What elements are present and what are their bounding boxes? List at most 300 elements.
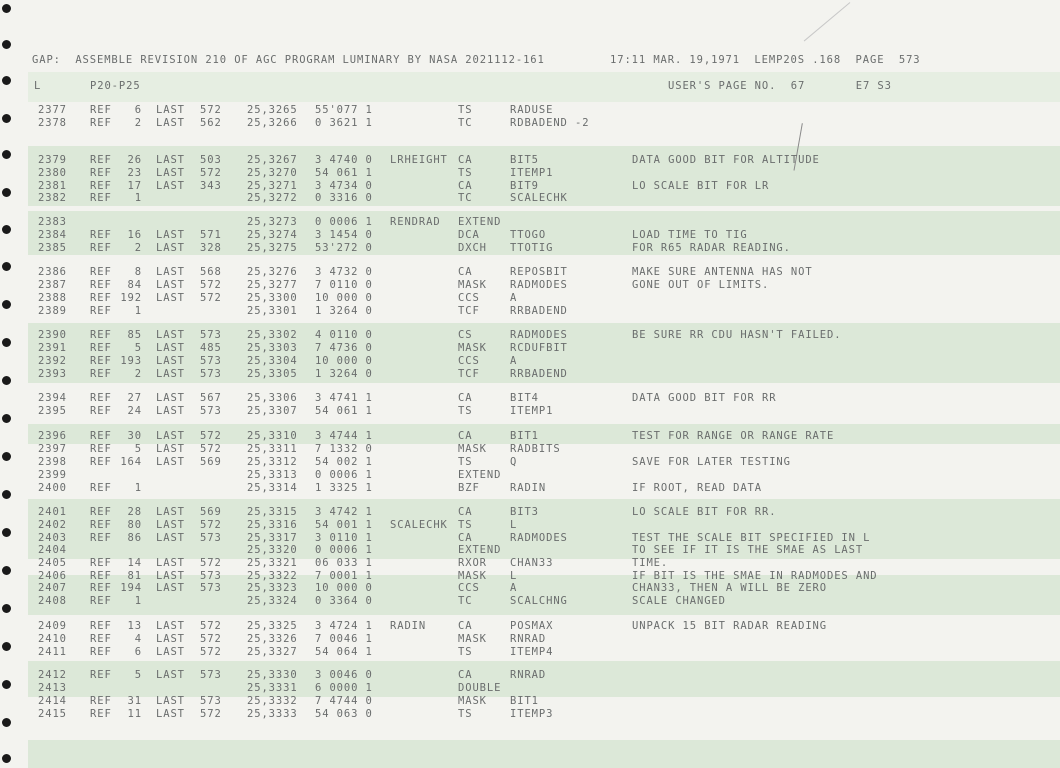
last-keyword: LAST [156, 355, 185, 367]
last-keyword: LAST [156, 532, 185, 544]
last-page: 572 [200, 292, 222, 304]
octal-code: 54 064 1 [315, 646, 373, 658]
address: 25,3324 [247, 595, 298, 607]
opcode: MASK [458, 633, 487, 645]
feed-hole [2, 40, 11, 49]
operand: RADIN [510, 482, 547, 494]
line-number: 2399 [38, 469, 67, 481]
feed-hole [2, 414, 11, 423]
ref-keyword: REF [90, 192, 112, 204]
octal-code: 3 0046 0 [315, 669, 373, 681]
ref-keyword: REF [90, 342, 112, 354]
line-number: 2377 [38, 104, 67, 116]
line-number: 2411 [38, 646, 67, 658]
line-number: 2391 [38, 342, 67, 354]
line-number: 2382 [38, 192, 67, 204]
octal-code: 0 3316 0 [315, 192, 373, 204]
octal-code: 0 3621 1 [315, 117, 373, 129]
last-keyword: LAST [156, 392, 185, 404]
ref-keyword: REF [90, 557, 112, 569]
opcode: TS [458, 646, 473, 658]
comment: LO SCALE BIT FOR RR. [632, 506, 777, 518]
opcode: DXCH [458, 242, 487, 254]
line-number: 2394 [38, 392, 67, 404]
ref-keyword: REF [90, 305, 112, 317]
ref-keyword: REF [90, 368, 112, 380]
octal-code: 54 063 0 [315, 708, 373, 720]
last-keyword: LAST [156, 342, 185, 354]
operand: BIT5 [510, 154, 539, 166]
opcode: TC [458, 595, 473, 607]
ref-count: 5 [134, 342, 142, 354]
comment: TEST THE SCALE BIT SPECIFIED IN L [632, 532, 871, 544]
last-page: 572 [200, 443, 222, 455]
opcode: TS [458, 456, 473, 468]
ref-keyword: REF [90, 532, 112, 544]
feed-hole [2, 754, 11, 763]
opcode: TCF [458, 368, 480, 380]
comment: IF BIT IS THE SMAE IN RADMODES AND [632, 570, 878, 582]
octal-code: 54 061 1 [315, 405, 373, 417]
ref-count: 1 [134, 192, 142, 204]
line-number: 2388 [38, 292, 67, 304]
program-range: P20-P25 [90, 80, 141, 92]
ref-count: 30 [127, 430, 142, 442]
octal-code: 54 002 1 [315, 456, 373, 468]
address: 25,3320 [247, 544, 298, 556]
ref-count: 5 [134, 443, 142, 455]
last-page: 572 [200, 557, 222, 569]
comment: MAKE SURE ANTENNA HAS NOT [632, 266, 813, 278]
symbol-label: LRHEIGHT [390, 154, 448, 166]
address: 25,3322 [247, 570, 298, 582]
octal-code: 3 0110 1 [315, 532, 373, 544]
line-number: 2381 [38, 180, 67, 192]
opcode: DOUBLE [458, 682, 502, 694]
line-number: 2403 [38, 532, 67, 544]
address: 25,3271 [247, 180, 298, 192]
line-number: 2406 [38, 570, 67, 582]
ref-count: 1 [134, 482, 142, 494]
operand: A [510, 582, 518, 594]
octal-code: 55'077 1 [315, 104, 373, 116]
octal-code: 3 4724 1 [315, 620, 373, 632]
symbol-label: RENDRAD [390, 216, 441, 228]
operand: BIT9 [510, 180, 539, 192]
address: 25,3277 [247, 279, 298, 291]
column-header-l: L [34, 80, 42, 92]
line-number: 2378 [38, 117, 67, 129]
ref-count: 1 [134, 305, 142, 317]
octal-code: 3 4732 0 [315, 266, 373, 278]
address: 25,3303 [247, 342, 298, 354]
opcode: MASK [458, 279, 487, 291]
operand: L [510, 519, 518, 531]
feed-hole [2, 225, 11, 234]
opcode: TS [458, 708, 473, 720]
last-page: 569 [200, 506, 222, 518]
octal-code: 7 4736 0 [315, 342, 373, 354]
opcode: BZF [458, 482, 480, 494]
ref-count: 27 [127, 392, 142, 404]
last-keyword: LAST [156, 329, 185, 341]
last-page: 572 [200, 708, 222, 720]
feed-hole [2, 566, 11, 575]
last-keyword: LAST [156, 506, 185, 518]
last-page: 572 [200, 167, 222, 179]
operand: RDBADEND -2 [510, 117, 590, 129]
address: 25,3270 [247, 167, 298, 179]
line-number: 2405 [38, 557, 67, 569]
opcode: EXTEND [458, 216, 502, 228]
last-keyword: LAST [156, 557, 185, 569]
line-number: 2400 [38, 482, 67, 494]
line-number: 2390 [38, 329, 67, 341]
address: 25,3326 [247, 633, 298, 645]
ref-count: 193 [120, 355, 142, 367]
last-page: 572 [200, 646, 222, 658]
ref-count: 11 [127, 708, 142, 720]
octal-code: 0 0006 1 [315, 469, 373, 481]
octal-code: 3 4734 0 [315, 180, 373, 192]
opcode: DCA [458, 229, 480, 241]
ref-keyword: REF [90, 292, 112, 304]
feed-hole [2, 604, 11, 613]
operand: RNRAD [510, 633, 547, 645]
operand: BIT4 [510, 392, 539, 404]
ref-count: 1 [134, 595, 142, 607]
opcode: CA [458, 180, 473, 192]
line-number: 2395 [38, 405, 67, 417]
last-keyword: LAST [156, 582, 185, 594]
address: 25,3323 [247, 582, 298, 594]
operand: Q [510, 456, 518, 468]
opcode: TS [458, 104, 473, 116]
octal-code: 10 000 0 [315, 292, 373, 304]
octal-code: 54 061 1 [315, 167, 373, 179]
octal-code: 1 3264 0 [315, 305, 373, 317]
feed-hole [2, 114, 11, 123]
feed-hole [2, 300, 11, 309]
ref-keyword: REF [90, 646, 112, 658]
ref-keyword: REF [90, 430, 112, 442]
feed-hole [2, 490, 11, 499]
last-keyword: LAST [156, 695, 185, 707]
address: 25,3276 [247, 266, 298, 278]
opcode: CA [458, 506, 473, 518]
address: 25,3300 [247, 292, 298, 304]
opcode: RXOR [458, 557, 487, 569]
line-number: 2401 [38, 506, 67, 518]
operand: ITEMP4 [510, 646, 554, 658]
operand: RRBADEND [510, 368, 568, 380]
opcode: CS [458, 329, 473, 341]
operand: SCALCHNG [510, 595, 568, 607]
last-keyword: LAST [156, 620, 185, 632]
octal-code: 7 0110 0 [315, 279, 373, 291]
octal-code: 53'272 0 [315, 242, 373, 254]
operand: RADBITS [510, 443, 561, 455]
ref-keyword: REF [90, 167, 112, 179]
ref-keyword: REF [90, 570, 112, 582]
ref-keyword: REF [90, 355, 112, 367]
line-number: 2389 [38, 305, 67, 317]
octal-code: 0 0006 1 [315, 544, 373, 556]
octal-code: 3 4740 0 [315, 154, 373, 166]
octal-code: 3 1454 0 [315, 229, 373, 241]
paper-band [28, 740, 1060, 768]
last-page: 571 [200, 229, 222, 241]
operand: BIT1 [510, 430, 539, 442]
opcode: TC [458, 117, 473, 129]
line-number: 2402 [38, 519, 67, 531]
opcode: CA [458, 430, 473, 442]
last-keyword: LAST [156, 279, 185, 291]
address: 25,3316 [247, 519, 298, 531]
ref-keyword: REF [90, 506, 112, 518]
operand: RRBADEND [510, 305, 568, 317]
operand: TTOTIG [510, 242, 554, 254]
last-keyword: LAST [156, 104, 185, 116]
feed-hole [2, 452, 11, 461]
opcode: CCS [458, 355, 480, 367]
line-number: 2397 [38, 443, 67, 455]
feed-hole [2, 150, 11, 159]
operand: A [510, 355, 518, 367]
line-number: 2414 [38, 695, 67, 707]
operand: L [510, 570, 518, 582]
ref-count: 164 [120, 456, 142, 468]
ref-count: 23 [127, 167, 142, 179]
line-number: 2408 [38, 595, 67, 607]
operand: RADMODES [510, 532, 568, 544]
address: 25,3301 [247, 305, 298, 317]
address: 25,3317 [247, 532, 298, 544]
comment: SAVE FOR LATER TESTING [632, 456, 791, 468]
octal-code: 7 0001 1 [315, 570, 373, 582]
comment: IF ROOT, READ DATA [632, 482, 762, 494]
opcode: CA [458, 266, 473, 278]
line-number: 2413 [38, 682, 67, 694]
opcode: CCS [458, 292, 480, 304]
ref-count: 85 [127, 329, 142, 341]
last-page: 573 [200, 355, 222, 367]
operand: ITEMP3 [510, 708, 554, 720]
last-keyword: LAST [156, 443, 185, 455]
ref-count: 192 [120, 292, 142, 304]
operand: CHAN33 [510, 557, 554, 569]
operand: RADUSE [510, 104, 554, 116]
ref-keyword: REF [90, 695, 112, 707]
last-page: 573 [200, 368, 222, 380]
opcode: TS [458, 405, 473, 417]
line-number: 2404 [38, 544, 67, 556]
address: 25,3313 [247, 469, 298, 481]
ref-keyword: REF [90, 229, 112, 241]
address: 25,3302 [247, 329, 298, 341]
octal-code: 7 0046 1 [315, 633, 373, 645]
ref-count: 26 [127, 154, 142, 166]
address: 25,3325 [247, 620, 298, 632]
feed-hole [2, 376, 11, 385]
comment: FOR R65 RADAR READING. [632, 242, 791, 254]
feed-hole [2, 188, 11, 197]
comment: TO SEE IF IT IS THE SMAE AS LAST [632, 544, 864, 556]
operand: BIT3 [510, 506, 539, 518]
last-page: 572 [200, 279, 222, 291]
last-page: 572 [200, 430, 222, 442]
ref-count: 84 [127, 279, 142, 291]
pen-mark [804, 2, 851, 41]
ref-keyword: REF [90, 392, 112, 404]
last-page: 572 [200, 620, 222, 632]
line-number: 2380 [38, 167, 67, 179]
address: 25,3331 [247, 682, 298, 694]
ref-keyword: REF [90, 242, 112, 254]
octal-code: 1 3325 1 [315, 482, 373, 494]
last-keyword: LAST [156, 669, 185, 681]
feed-hole [2, 718, 11, 727]
opcode: MASK [458, 570, 487, 582]
comment: TEST FOR RANGE OR RANGE RATE [632, 430, 835, 442]
line-number: 2396 [38, 430, 67, 442]
feed-hole [2, 642, 11, 651]
operand: ITEMP1 [510, 167, 554, 179]
last-page: 562 [200, 117, 222, 129]
opcode: TCF [458, 305, 480, 317]
last-keyword: LAST [156, 266, 185, 278]
last-page: 328 [200, 242, 222, 254]
opcode: CA [458, 154, 473, 166]
line-number: 2387 [38, 279, 67, 291]
ref-keyword: REF [90, 582, 112, 594]
last-page: 567 [200, 392, 222, 404]
opcode: CA [458, 532, 473, 544]
last-keyword: LAST [156, 229, 185, 241]
ref-count: 2 [134, 117, 142, 129]
ref-count: 81 [127, 570, 142, 582]
listing-header-title: GAP: ASSEMBLE REVISION 210 OF AGC PROGRAM LUMINARY BY NASA 2021112-161 [32, 54, 545, 66]
last-keyword: LAST [156, 708, 185, 720]
line-number: 2410 [38, 633, 67, 645]
ref-keyword: REF [90, 405, 112, 417]
operand: RADMODES [510, 279, 568, 291]
last-page: 503 [200, 154, 222, 166]
octal-code: 0 3364 0 [315, 595, 373, 607]
ref-count: 14 [127, 557, 142, 569]
comment: UNPACK 15 BIT RADAR READING [632, 620, 827, 632]
address: 25,3332 [247, 695, 298, 707]
line-number: 2412 [38, 669, 67, 681]
line-number: 2407 [38, 582, 67, 594]
address: 25,3314 [247, 482, 298, 494]
address: 25,3327 [247, 646, 298, 658]
ref-count: 2 [134, 242, 142, 254]
tractor-feed-strip [0, 0, 18, 768]
address: 25,3265 [247, 104, 298, 116]
octal-code: 10 000 0 [315, 355, 373, 367]
ref-keyword: REF [90, 329, 112, 341]
comment: LO SCALE BIT FOR LR [632, 180, 770, 192]
last-keyword: LAST [156, 570, 185, 582]
octal-code: 7 1332 0 [315, 443, 373, 455]
address: 25,3266 [247, 117, 298, 129]
opcode: CCS [458, 582, 480, 594]
ref-keyword: REF [90, 443, 112, 455]
ref-keyword: REF [90, 266, 112, 278]
address: 25,3306 [247, 392, 298, 404]
operand: REPOSBIT [510, 266, 568, 278]
ref-count: 80 [127, 519, 142, 531]
ref-count: 86 [127, 532, 142, 544]
ref-count: 24 [127, 405, 142, 417]
last-page: 572 [200, 633, 222, 645]
address: 25,3274 [247, 229, 298, 241]
operand: SCALECHK [510, 192, 568, 204]
address: 25,3305 [247, 368, 298, 380]
operand: ITEMP1 [510, 405, 554, 417]
ref-count: 16 [127, 229, 142, 241]
ref-keyword: REF [90, 482, 112, 494]
paper-band [28, 72, 1060, 102]
last-page: 573 [200, 695, 222, 707]
octal-code: 10 000 0 [315, 582, 373, 594]
ref-keyword: REF [90, 456, 112, 468]
operand: RADMODES [510, 329, 568, 341]
address: 25,3311 [247, 443, 298, 455]
octal-code: 6 0000 1 [315, 682, 373, 694]
feed-hole [2, 262, 11, 271]
ref-count: 194 [120, 582, 142, 594]
octal-code: 7 4744 0 [315, 695, 373, 707]
last-keyword: LAST [156, 167, 185, 179]
line-number: 2415 [38, 708, 67, 720]
operand: RCDUFBIT [510, 342, 568, 354]
operand: POSMAX [510, 620, 554, 632]
last-page: 572 [200, 104, 222, 116]
last-page: 573 [200, 329, 222, 341]
opcode: CA [458, 669, 473, 681]
octal-code: 3 4742 1 [315, 506, 373, 518]
address: 25,3307 [247, 405, 298, 417]
comment: SCALE CHANGED [632, 595, 726, 607]
feed-hole [2, 76, 11, 85]
opcode: EXTEND [458, 469, 502, 481]
address: 25,3304 [247, 355, 298, 367]
ref-count: 6 [134, 646, 142, 658]
line-number: 2398 [38, 456, 67, 468]
ref-keyword: REF [90, 620, 112, 632]
opcode: TC [458, 192, 473, 204]
last-keyword: LAST [156, 368, 185, 380]
address: 25,3312 [247, 456, 298, 468]
octal-code: 06 033 1 [315, 557, 373, 569]
octal-code: 3 4741 1 [315, 392, 373, 404]
ref-count: 4 [134, 633, 142, 645]
address: 25,3315 [247, 506, 298, 518]
ref-keyword: REF [90, 708, 112, 720]
comment: BE SURE RR CDU HASN'T FAILED. [632, 329, 842, 341]
last-keyword: LAST [156, 242, 185, 254]
last-page: 573 [200, 570, 222, 582]
comment: DATA GOOD BIT FOR ALTITUDE [632, 154, 820, 166]
address: 25,3273 [247, 216, 298, 228]
last-page: 343 [200, 180, 222, 192]
last-page: 573 [200, 405, 222, 417]
line-number: 2385 [38, 242, 67, 254]
feed-hole [2, 680, 11, 689]
opcode: CA [458, 620, 473, 632]
